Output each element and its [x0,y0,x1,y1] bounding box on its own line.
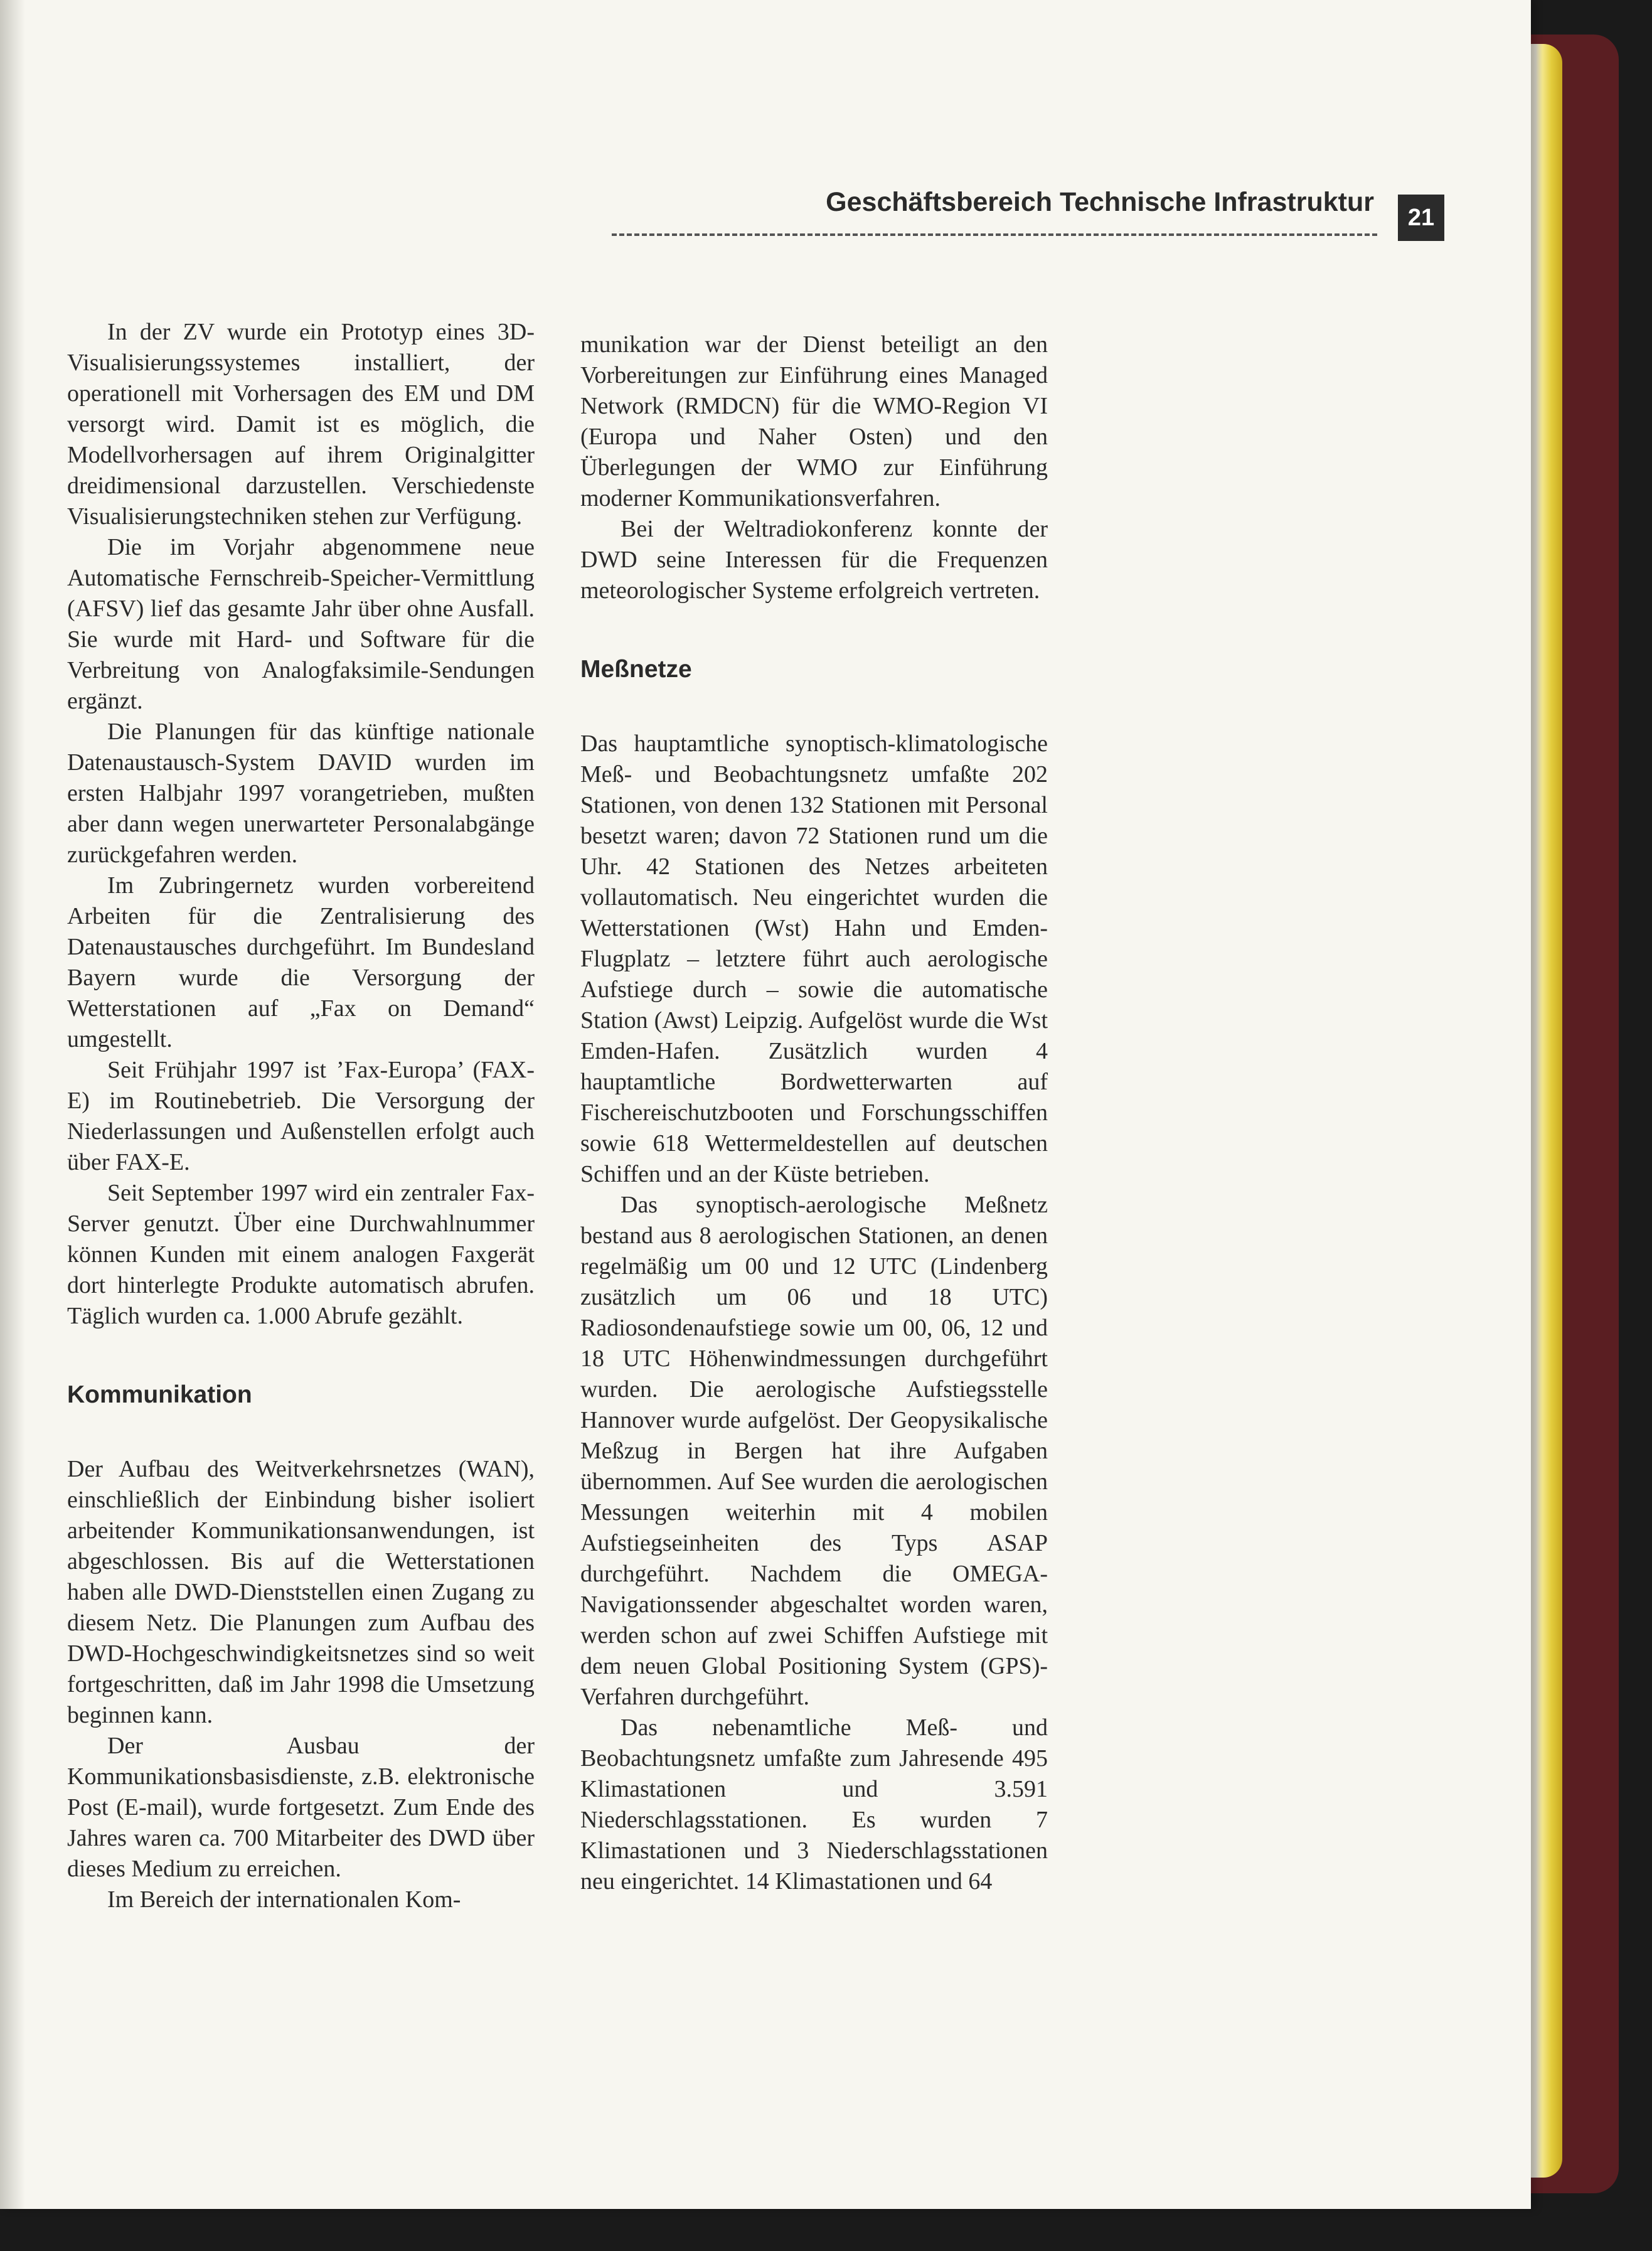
paragraph: Bei der Weltradiokonferenz konnte der DWD seine Interessen für die Frequenzen meteorologischer Systeme erfolgreich vertreten. [580,516,1048,604]
paragraph: Der Ausbau der Kommunikationsbasisdienste, z.B. elektronische Post (E-mail), wurde fortgesetzt. Zum Ende des Jahres waren ca. 700 Mitarbeiter des DWD über dieses Medium zu erreichen. [67,1733,535,1882]
section-heading-kommunikation: Kommunikation [67,1381,252,1408]
paragraph: Das synoptisch-aerologische Meßnetz bestand aus 8 aerologischen Stationen, an denen regelmäßig um 00 und 12 UTC (Lindenberg zusätzlich um 06 und 18 UTC) Radiosondenaufstiege sowie um 00, 06, 12 und 18 UTC Höhenwindmessungen durchgeführt wurden. Die aerologische Aufstiegsstelle Hannover wurde aufgelöst. Der Geopysikalische Meßzug in Bergen hat ihre Aufgaben übernommen. Auf See wurden die aerologischen Messungen weiterhin mit 4 mobilen Aufstiegseinheiten des Typs ASAP durchgeführt. Nachdem die OMEGA-Navigationssender abgeschaltet worden waren, werden schon auf zwei Schiffen Aufstiege mit dem neuen Global Positioning System (GPS)-Verfahren durchgeführt. [580,1192,1048,1710]
paragraph: Das nebenamtliche Meß- und Beobachtungsnetz umfaßte zum Jahresende 495 Klimastationen und 3.591 Niederschlagsstationen. Es wurden 7 Klimastationen und 3 Niederschlagsstationen neu eingerichtet. 14 Klimastationen und 64 [580,1714,1048,1895]
paragraph: Im Bereich der internationalen Kom- [107,1886,461,1913]
paragraph: Seit Frühjahr 1997 ist ’Fax-Europa’ (FAX-E) im Routinebetrieb. Die Versorgung der Niederlassungen und Außenstellen erfolgt auch über FAX-E. [67,1057,535,1175]
paragraph: munikation war der Dienst beteiligt an den Vorbereitungen zur Einführung eines Managed Network (RMDCN) für die WMO-Region VI (Europa und Naher Osten) und den Überlegungen der WMO zur Einführung moderner Kommunikationsverfahren. [580,331,1048,511]
paragraph: In der ZV wurde ein Prototyp eines 3D-Visualisierungssystemes installiert, der operationell mit Vorhersagen des EM und DM versorgt wird. Damit ist es möglich, die Modellvorhersagen auf ihrem Originalgitter dreidimensional darzustellen. Verschiedenste Visualisierungstechniken stehen zur Verfügung. [67,319,535,530]
paragraph: Die im Vorjahr abgenommene neue Automatische Fernschreib-Speicher-Vermittlung (AFSV) lief das gesamte Jahr über ohne Ausfall. Sie wurde mit Hard- und Software für die Verbreitung von Analogfaksimile-Sendungen ergänzt. [67,534,535,714]
page-number-badge: 21 [1398,195,1444,241]
paragraph: Der Aufbau des Weitverkehrsnetzes (WAN), einschließlich der Einbindung bisher isoliert arbeitender Kommunikationsanwendungen, ist abgeschlossen. Bis auf die Wetterstationen haben alle DWD-Dienststellen einen Zugang zu diesem Netz. Die Planungen zum Aufbau des DWD-Hochgeschwindigkeitsnetzes sind so weit fortgeschritten, daß im Jahr 1998 die Umsetzung beginnen kann. [67,1456,535,1728]
paragraph: Seit September 1997 wird ein zentraler Fax-Server genutzt. Über eine Durchwahlnummer können Kunden mit einem analogen Faxgerät dort hinterlegte Produkte automatisch abrufen. Täglich wurden ca. 1.000 Abrufe gezählt. [67,1180,535,1329]
header-dashed-rule [612,233,1377,236]
paragraph: Die Planungen für das künftige nationale Datenaustausch-System DAVID wurden im ersten Halbjahr 1997 vorangetrieben, mußten aber dann wegen unerwarteter Personalabgänge zurückgefahren werden. [67,719,535,868]
running-header: Geschäftsbereich Technische Infrastruktur [826,187,1374,217]
left-column [67,317,535,1915]
paragraph: Im Zubringernetz wurden vorbereitend Arbeiten für die Zentralisierung des Datenaustausches durchgeführt. Im Bundesland Bayern wurde die Versorgung der Wetterstationen auf „Fax on Demand“ umgestellt. [67,872,535,1052]
binding-shadow [0,0,25,2209]
section-heading-messnetze: Meßnetze [580,656,692,683]
right-column [580,329,1048,1897]
paragraph: Das hauptamtliche synoptisch-klimatologische Meß- und Beobachtungsnetz umfaßte 202 Stationen, von denen 132 Stationen mit Personal besetzt waren; davon 72 Stationen rund um die Uhr. 42 Stationen des Netzes arbeiteten vollautomatisch. Neu eingerichtet wurden die Wetterstationen (Wst) Hahn und Emden-Flugplatz – letztere führt auch aerologische Aufstiege durch – sowie die automatische Station (Awst) Leipzig. Aufgelöst wurde die Wst Emden-Hafen. Zusätzlich wurden 4 hauptamtliche Bordwetterwarten auf Fischereischutzbooten und Forschungsschiffen sowie 618 Wettermeldestellen auf deutschen Schiffen und an der Küste betrieben. [580,730,1048,1187]
